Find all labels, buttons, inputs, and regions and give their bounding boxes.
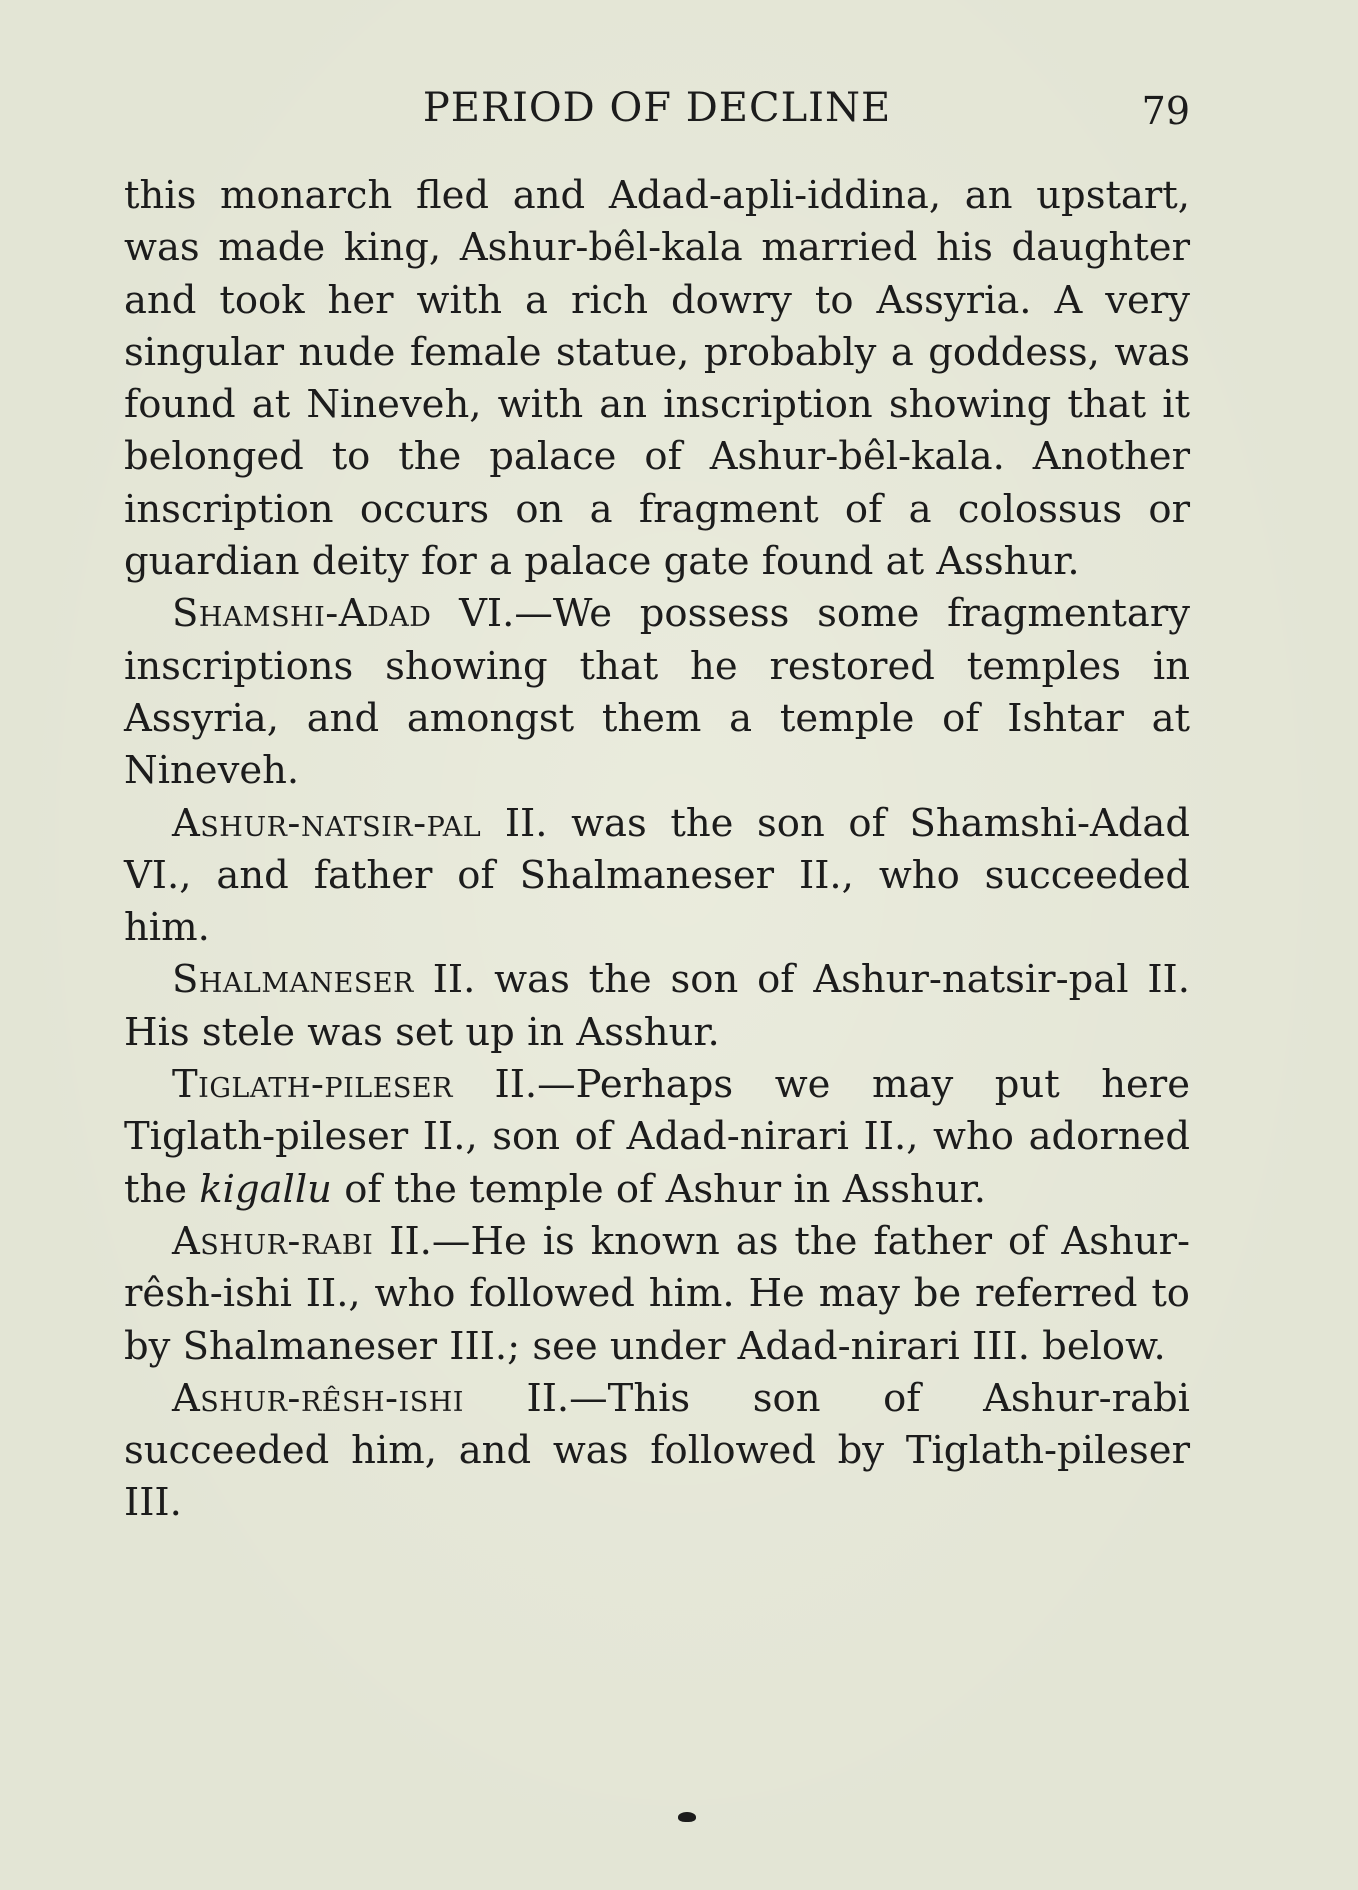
paragraph-lead: Ashur-rêsh-ishi [172, 1375, 464, 1421]
paragraph-text: VI.—We possess some fragmentary inscriptions showing that he restored temples in Assyria, and amongst them a temple of Ishtar at Nineveh. [124, 591, 1190, 794]
paragraph-lead: Shamshi-Adad [172, 591, 432, 637]
paragraph-text: II. was the son of Shamshi-Adad VI., and father of Shalmaneser II., who succeeded him. [124, 800, 1190, 951]
paragraph-ashur-natsir-pal [124, 798, 1190, 955]
paragraph-text: II.—He is known as the father of Ashur-rêsh-ishi II., who followed him. He may be referred to by Shalmaneser III.; see under Adad-nirari III. below. [124, 1218, 1190, 1369]
paragraph-text: II.—Perhaps we may put here Tiglath-pileser II., son of Adad-nirari II., who adorned the [124, 1062, 1190, 1212]
ink-spot [678, 1812, 696, 1822]
paragraph-shamshi-adad [124, 588, 1190, 797]
running-head: PERIOD OF DECLINE [422, 85, 892, 131]
paragraph-ashur-resh-ishi [124, 1373, 1190, 1530]
paragraph-text: II. was the son of Ashur-natsir-pal II. His stele was set up in Asshur. [124, 957, 1190, 1055]
paragraph-lead: Ashur-rabi [172, 1218, 374, 1264]
paragraph-lead: Tiglath-pileser [172, 1062, 453, 1108]
paragraph-shalmaneser [124, 954, 1190, 1059]
page-header [124, 78, 1190, 138]
paragraph-text: II.—This son of Ashur-rabi succeeded him, and was followed by Tiglath-pileser III. [124, 1375, 1190, 1526]
italic-term: kigallu [199, 1166, 332, 1212]
paragraph-lead: Shalmaneser [172, 957, 414, 1003]
page-number: 79 [1141, 89, 1190, 133]
body-text [124, 170, 1190, 1530]
paragraph-ashur-rabi [124, 1216, 1190, 1373]
paragraph-text: of the temple of Ashur in Asshur. [331, 1166, 987, 1212]
paragraph-continuation [124, 170, 1190, 588]
paragraph-lead: Ashur-natsir-pal [172, 800, 482, 846]
paragraph-tiglath-pileser [124, 1059, 1190, 1216]
paragraph-text: this monarch fled and Adad-apli-iddina, an upstart, was made king, Ashur-bêl-kala married his daughter and took her with a rich dowry to Assyria. A very singular nude female statue, probably a goddess, was found at Nineveh, with an inscription showing that it belonged to the palace of Ashur-bêl-kala. Another inscription occurs on a fragment of a colossus or guardian deity for a palace gate found at Asshur. [124, 173, 1190, 585]
